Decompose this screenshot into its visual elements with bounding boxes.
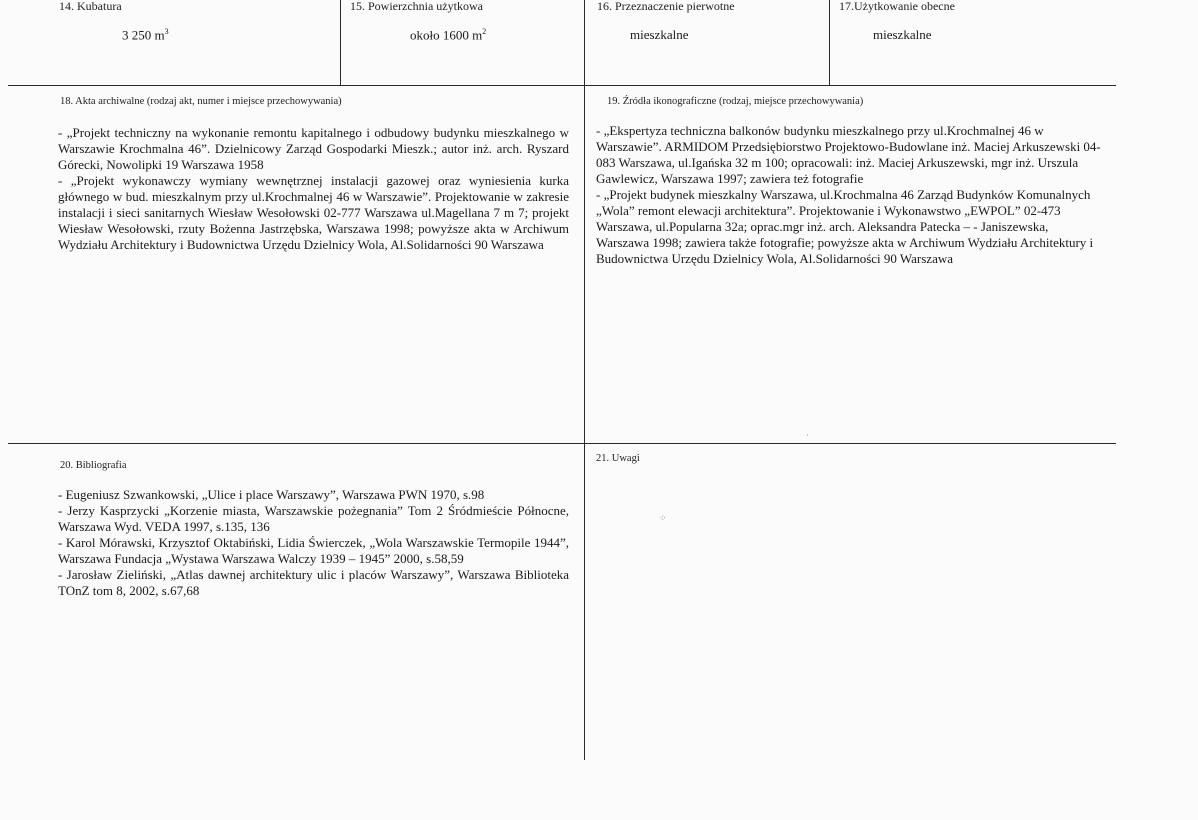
scan-speck: ·	[806, 430, 809, 440]
divider-h-top	[8, 85, 1116, 86]
bibliografia-item: - Jarosław Zieliński, „Atlas dawnej architektury ulic i placów Warszawy”, Warszawa Biblioteka TOnZ tom 8, 2002, s.67,68	[58, 567, 569, 598]
akta-item: - „Projekt wykonawczy wymiany wewnętrznej instalacji gazowej oraz wyniesienia kurka głównego w bud. mieszkalnym przy ul.Krochmalnej 46 w Warszawie”. Projektowanie w zakresie instalacji i sieci sanitarnych Wiesław Wesołowski 02-777 Warszawa ul.Magellana 7 m 7; projekt Wiesław Wesołowski, rzuty Bożenna Jastrzębska, Warszawa 1998; powyższe akta w Archiwum Wydziału Architektury i Budownictwa Urzędu Dzielnicy Wola, Al.Solidarności 90 Warszawa	[58, 173, 569, 252]
uzytkowanie-value: mieszkalne	[873, 27, 932, 42]
scan-speck: ⁘	[659, 513, 667, 523]
divider-h-middle	[8, 443, 1116, 444]
bibliografia-content	[58, 487, 569, 599]
bibliografia-item: - Karol Mórawski, Krzysztof Oktabiński, Lidia Świerczek, „Wola Warszawskie Termopile 1944”, Warszawa Fundacja „Wystawa Warszawa Walczy 1939 – 1945” 2000, s.58,59	[58, 535, 569, 566]
zrodla-item: - „Ekspertyza techniczna balkonów budynku mieszkalnego przy ul.Krochmalnej 46 w Warszawie”. ARMIDOM Przedsiębiorstwo Projektowo-Budowlane inż. Maciej Arkuszewski 04-083 Warszawa, ul.Igańska 32 m 100; opracowali: inż. Maciej Arkuszewski, mgr inż. Urszula Gawlewicz, Warszawa 1997; zawiera też fotografie	[596, 123, 1101, 186]
kubatura-label: 14. Kubatura	[59, 0, 122, 13]
zrodla-label: 19. Źródła ikonograficzne (rodzaj, miejsce przechowywania)	[607, 96, 864, 107]
akta-label: 18. Akta archiwalne (rodzaj akt, numer i miejsce przechowywania)	[60, 96, 342, 107]
divider-v-16-17	[829, 0, 830, 85]
zrodla-content	[596, 123, 1104, 267]
bibliografia-item: - Jerzy Kasprzycki „Korzenie miasta, Warszawskie pożegnania” Tom 2 Śródmieście Północne, Warszawa Wyd. VEDA 1997, s.135, 136	[58, 503, 569, 534]
zrodla-item: - „Projekt budynek mieszkalny Warszawa, ul.Krochmalna 46 Zarząd Budynków Komunalnych „Wola” remont elewacji architektura”. Projektowanie i Wykonawstwo „EWPOL” 02-473 Warszawa, ul.Popularna 32a; oprac.mgr inż. arch. Aleksandra Patecka – - Janiszewska, Warszawa 1998; zawiera także fotografie; powyższe akta w Archiwum Wydziału Architektury i Budownictwa Urzędu Dzielnicy Wola, Al.Solidarności 90 Warszawa	[596, 187, 1094, 266]
akta-content	[58, 125, 569, 253]
powierzchnia-label: 15. Powierzchnia użytkowa	[350, 0, 483, 13]
uwagi-label: 21. Uwagi	[596, 453, 640, 464]
divider-v-center	[584, 0, 585, 760]
uzytkowanie-label: 17.Użytkowanie obecne	[839, 0, 955, 13]
bibliografia-label: 20. Bibliografia	[60, 460, 127, 471]
przeznaczenie-value: mieszkalne	[630, 27, 689, 42]
divider-v-14-15	[340, 0, 341, 85]
kubatura-value: 3 250 $m^3$	[122, 27, 169, 43]
powierzchnia-value: około 1600 $m^2$	[410, 27, 487, 43]
akta-item: - „Projekt techniczny na wykonanie remontu kapitalnego i odbudowy budynku mieszkalnego w Warszawie Krochmalna 46”. Dzielnicowy Zarząd Gospodarki Mieszk.; autor inż. arch. Ryszard Górecki, Nowolipki 19 Warszawa 1958	[58, 125, 569, 172]
przeznaczenie-label: 16. Przeznaczenie pierwotne	[597, 0, 735, 13]
bibliografia-item: - Eugeniusz Szwankowski, „Ulice i place Warszawy”, Warszawa PWN 1970, s.98	[58, 487, 485, 502]
